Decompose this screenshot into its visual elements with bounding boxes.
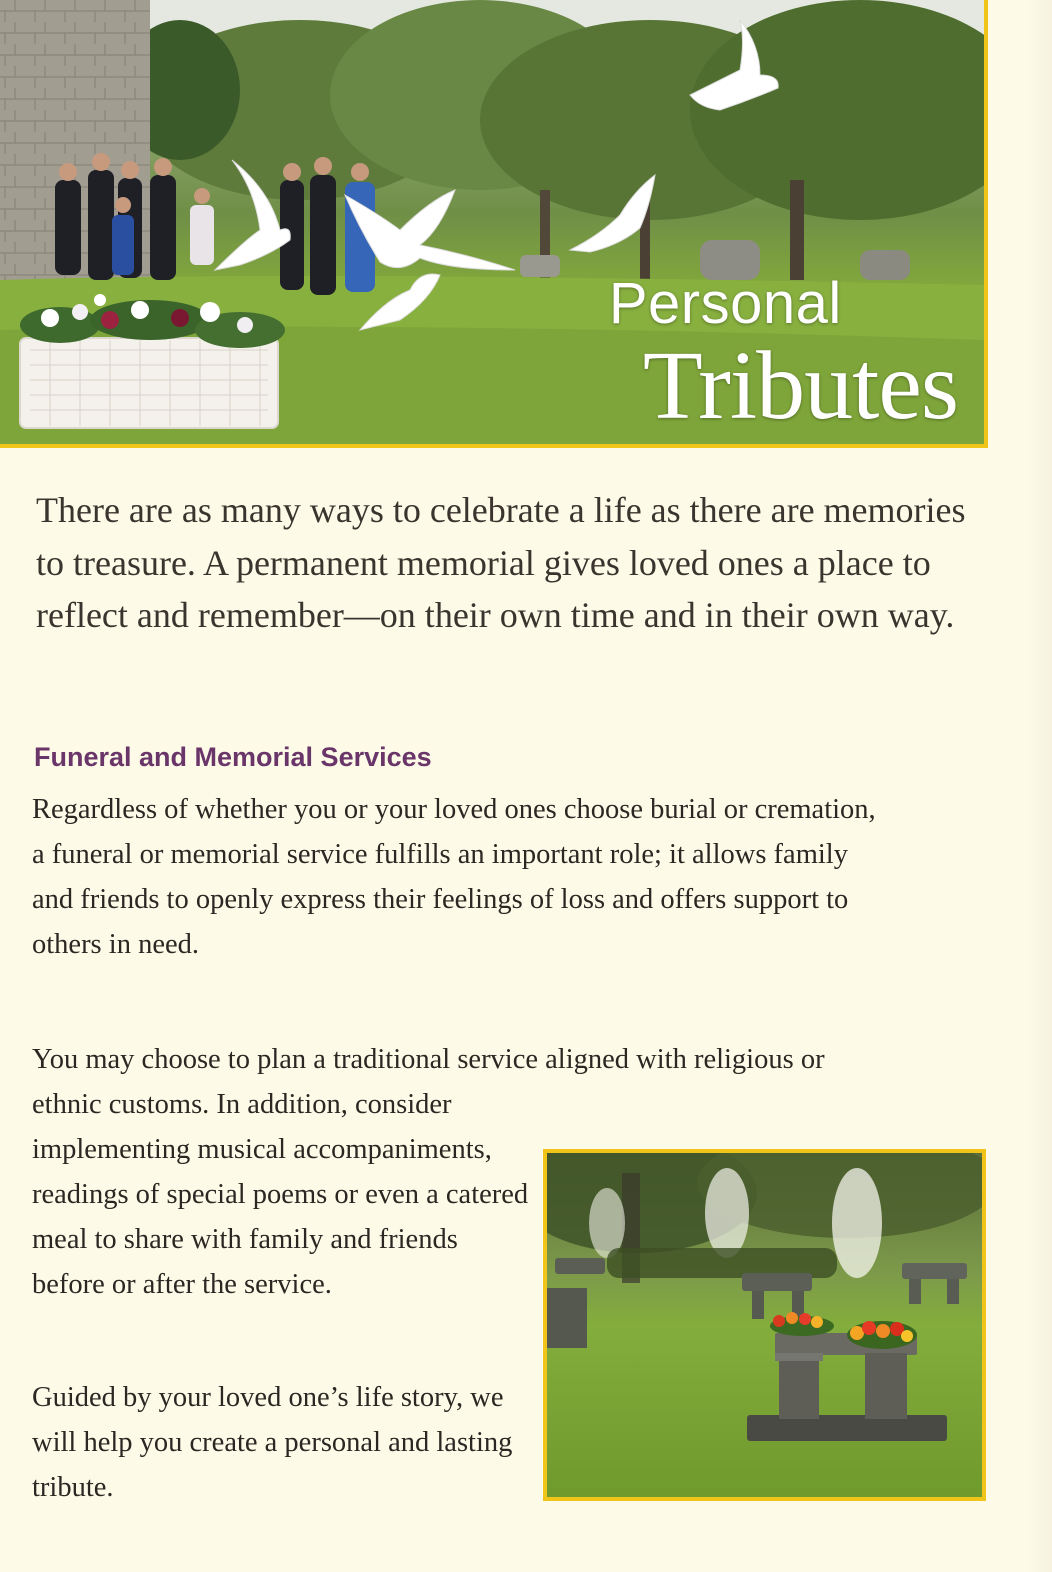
intro-paragraph: There are as many ways to celebrate a life as there are memories to treasure. A permanent memorial gives loved ones a place to reflect and remember—on their own time and in their own way. [36, 490, 966, 635]
hero-title [608, 271, 958, 440]
section-heading: Funeral and Memorial Services [34, 742, 432, 772]
body-paragraph-1: Regardless of whether you or your loved ones choose burial or cremation, a funeral or memorial service fulfills an important role; it allows family and friends to openly express their feelings of loss and offers support to others in need. [32, 794, 876, 960]
title-line-personal: Personal [608, 271, 842, 336]
body-paragraph-3: Guided by your loved one’s life story, we will help you create a personal and lasting tribute. [32, 1382, 513, 1503]
hero-photo [0, 0, 988, 448]
memorial-bench-illustration [547, 1153, 982, 1497]
memorial-bench-photo [543, 1149, 986, 1501]
body-paragraph-2-wide: You may choose to plan a traditional service aligned with religious or ethnic customs. In addition, consider [32, 1044, 825, 1120]
title-line-tributes: Tributes [642, 332, 958, 440]
body-paragraph-2-narrow: implementing musical accompaniments, readings of special poems or even a catered meal to share with family and friends before or after the service. [32, 1134, 529, 1300]
page-edge [992, 0, 1052, 1572]
